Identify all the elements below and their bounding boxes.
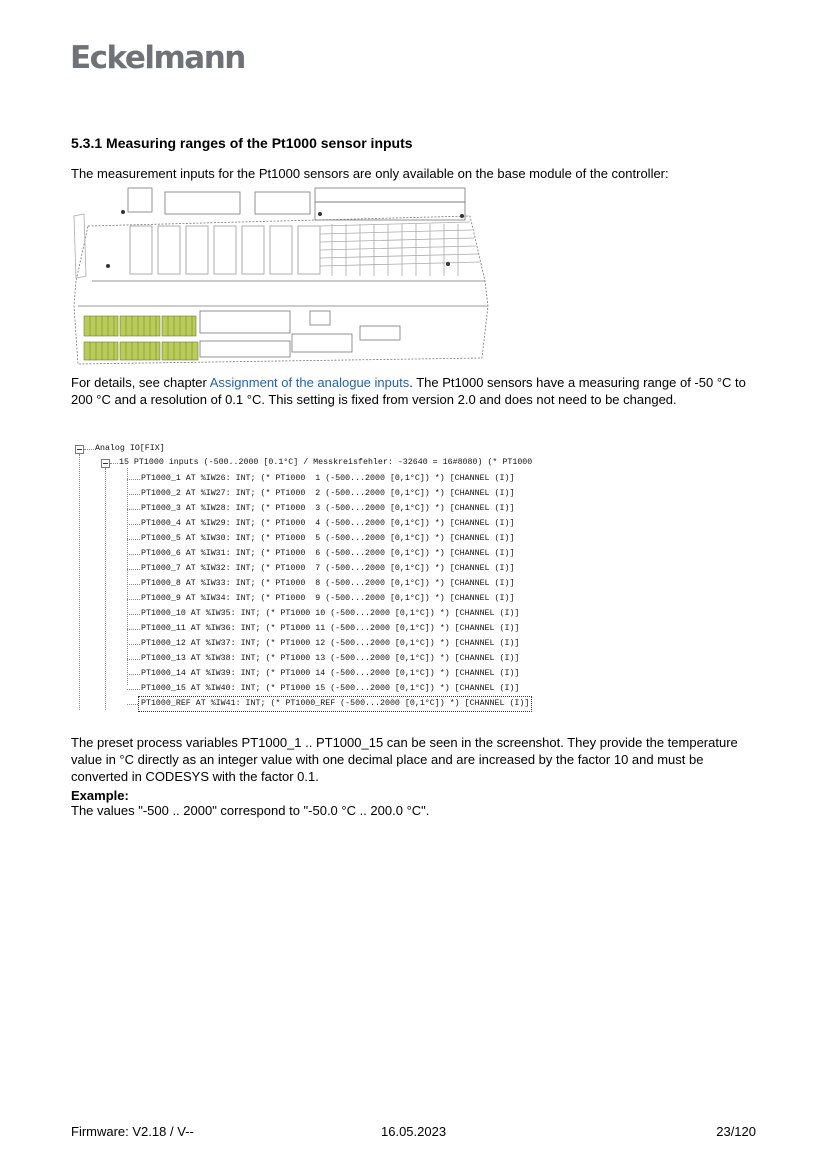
collapse-icon[interactable] — [75, 445, 84, 454]
tree-root-node[interactable]: Analog IO[FIX] — [95, 444, 165, 453]
tree-item-pt1000-7[interactable]: PT1000_7 AT %IW32: INT; (* PT1000 7 (-500...2000 [0,1°C]) *) [CHANNEL (I)] — [141, 564, 515, 573]
tree-item-pt1000-9[interactable]: PT1000_9 AT %IW34: INT; (* PT1000 9 (-500...2000 [0,1°C]) *) [CHANNEL (I)] — [141, 594, 515, 603]
footer-page-number: 23/120 — [716, 1124, 756, 1139]
preset-variables-paragraph: The preset process variables PT1000_1 .. PT1000_15 can be seen in the screenshot. They provide the temperature value in °C directly as an integer value with one decimal place and are increased by the factor 10 and must be converted in CODESYS with the factor 0.1. — [71, 735, 738, 784]
tree-item-pt1000-5[interactable]: PT1000_5 AT %IW30: INT; (* PT1000 5 (-500...2000 [0,1°C]) *) [CHANNEL (I)] — [141, 534, 515, 543]
tree-item-pt1000-11[interactable]: PT1000_11 AT %IW36: INT; (* PT1000 11 (-500...2000 [0,1°C]) *) [CHANNEL (I)] — [141, 624, 520, 633]
controller-base-module-image — [70, 186, 490, 368]
intro-paragraph: The measurement inputs for the Pt1000 sensors are only available on the base module of the controller: — [71, 166, 669, 181]
tree-item-pt1000-2[interactable]: PT1000_2 AT %IW27: INT; (* PT1000 2 (-500...2000 [0,1°C]) *) [CHANNEL (I)] — [141, 489, 515, 498]
tree-item-pt1000-6[interactable]: PT1000_6 AT %IW31: INT; (* PT1000 6 (-500...2000 [0,1°C]) *) [CHANNEL (I)] — [141, 549, 515, 558]
eckelmann-logo: Eckelmann — [70, 40, 245, 76]
analogue-inputs-link[interactable]: Assignment of the analogue inputs — [209, 375, 410, 390]
tree-item-pt1000-12[interactable]: PT1000_12 AT %IW37: INT; (* PT1000 12 (-500...2000 [0,1°C]) *) [CHANNEL (I)] — [141, 639, 520, 648]
tree-item-pt1000-13[interactable]: PT1000_13 AT %IW38: INT; (* PT1000 13 (-500...2000 [0,1°C]) *) [CHANNEL (I)] — [141, 654, 520, 663]
tree-group-node[interactable]: 15 PT1000 inputs (-500..2000 [0.1°C] / Messkreisfehler: -32640 = 16#8080) (* PT1000 — [119, 458, 533, 467]
example-text: The values "-500 .. 2000" correspond to "-50.0 °C .. 200.0 °C". — [71, 803, 430, 818]
tree-item-pt1000-15[interactable]: PT1000_15 AT %IW40: INT; (* PT1000 15 (-500...2000 [0,1°C]) *) [CHANNEL (I)] — [141, 684, 520, 693]
tree-item-pt1000-14[interactable]: PT1000_14 AT %IW39: INT; (* PT1000 14 (-500...2000 [0,1°C]) *) [CHANNEL (I)] — [141, 669, 520, 678]
tree-item-pt1000-10[interactable]: PT1000_10 AT %IW35: INT; (* PT1000 10 (-500...2000 [0,1°C]) *) [CHANNEL (I)] — [141, 609, 520, 618]
section-heading: 5.3.1 Measuring ranges of the Pt1000 sensor inputs — [71, 135, 413, 151]
codesys-io-tree — [75, 442, 600, 710]
details-prefix: For details, see chapter — [71, 375, 210, 390]
details-paragraph — [71, 374, 751, 408]
example-label: Example: — [71, 788, 129, 803]
tree-item-pt1000-ref[interactable]: PT1000_REF AT %IW41: INT; (* PT1000_REF (-500...2000 [0,1°C]) *) [CHANNEL (I)] — [138, 696, 532, 712]
details-suffix: . The Pt1000 sensors have a measuring range of -50 °C to 200 °C and a resolution of 0.1 °C. This setting is fixed from version 2.0 and does not need to be changed. — [71, 375, 746, 407]
footer-firmware: Firmware: V2.18 / V-- — [71, 1124, 194, 1139]
footer-date: 16.05.2023 — [381, 1124, 447, 1139]
collapse-icon[interactable] — [101, 459, 110, 468]
tree-item-pt1000-8[interactable]: PT1000_8 AT %IW33: INT; (* PT1000 8 (-500...2000 [0,1°C]) *) [CHANNEL (I)] — [141, 579, 515, 588]
tree-item-pt1000-4[interactable]: PT1000_4 AT %IW29: INT; (* PT1000 4 (-500...2000 [0,1°C]) *) [CHANNEL (I)] — [141, 519, 515, 528]
tree-item-pt1000-1[interactable]: PT1000_1 AT %IW26: INT; (* PT1000 1 (-500...2000 [0,1°C]) *) [CHANNEL (I)] — [141, 474, 515, 483]
tree-item-pt1000-3[interactable]: PT1000_3 AT %IW28: INT; (* PT1000 3 (-500...2000 [0,1°C]) *) [CHANNEL (I)] — [141, 504, 515, 513]
